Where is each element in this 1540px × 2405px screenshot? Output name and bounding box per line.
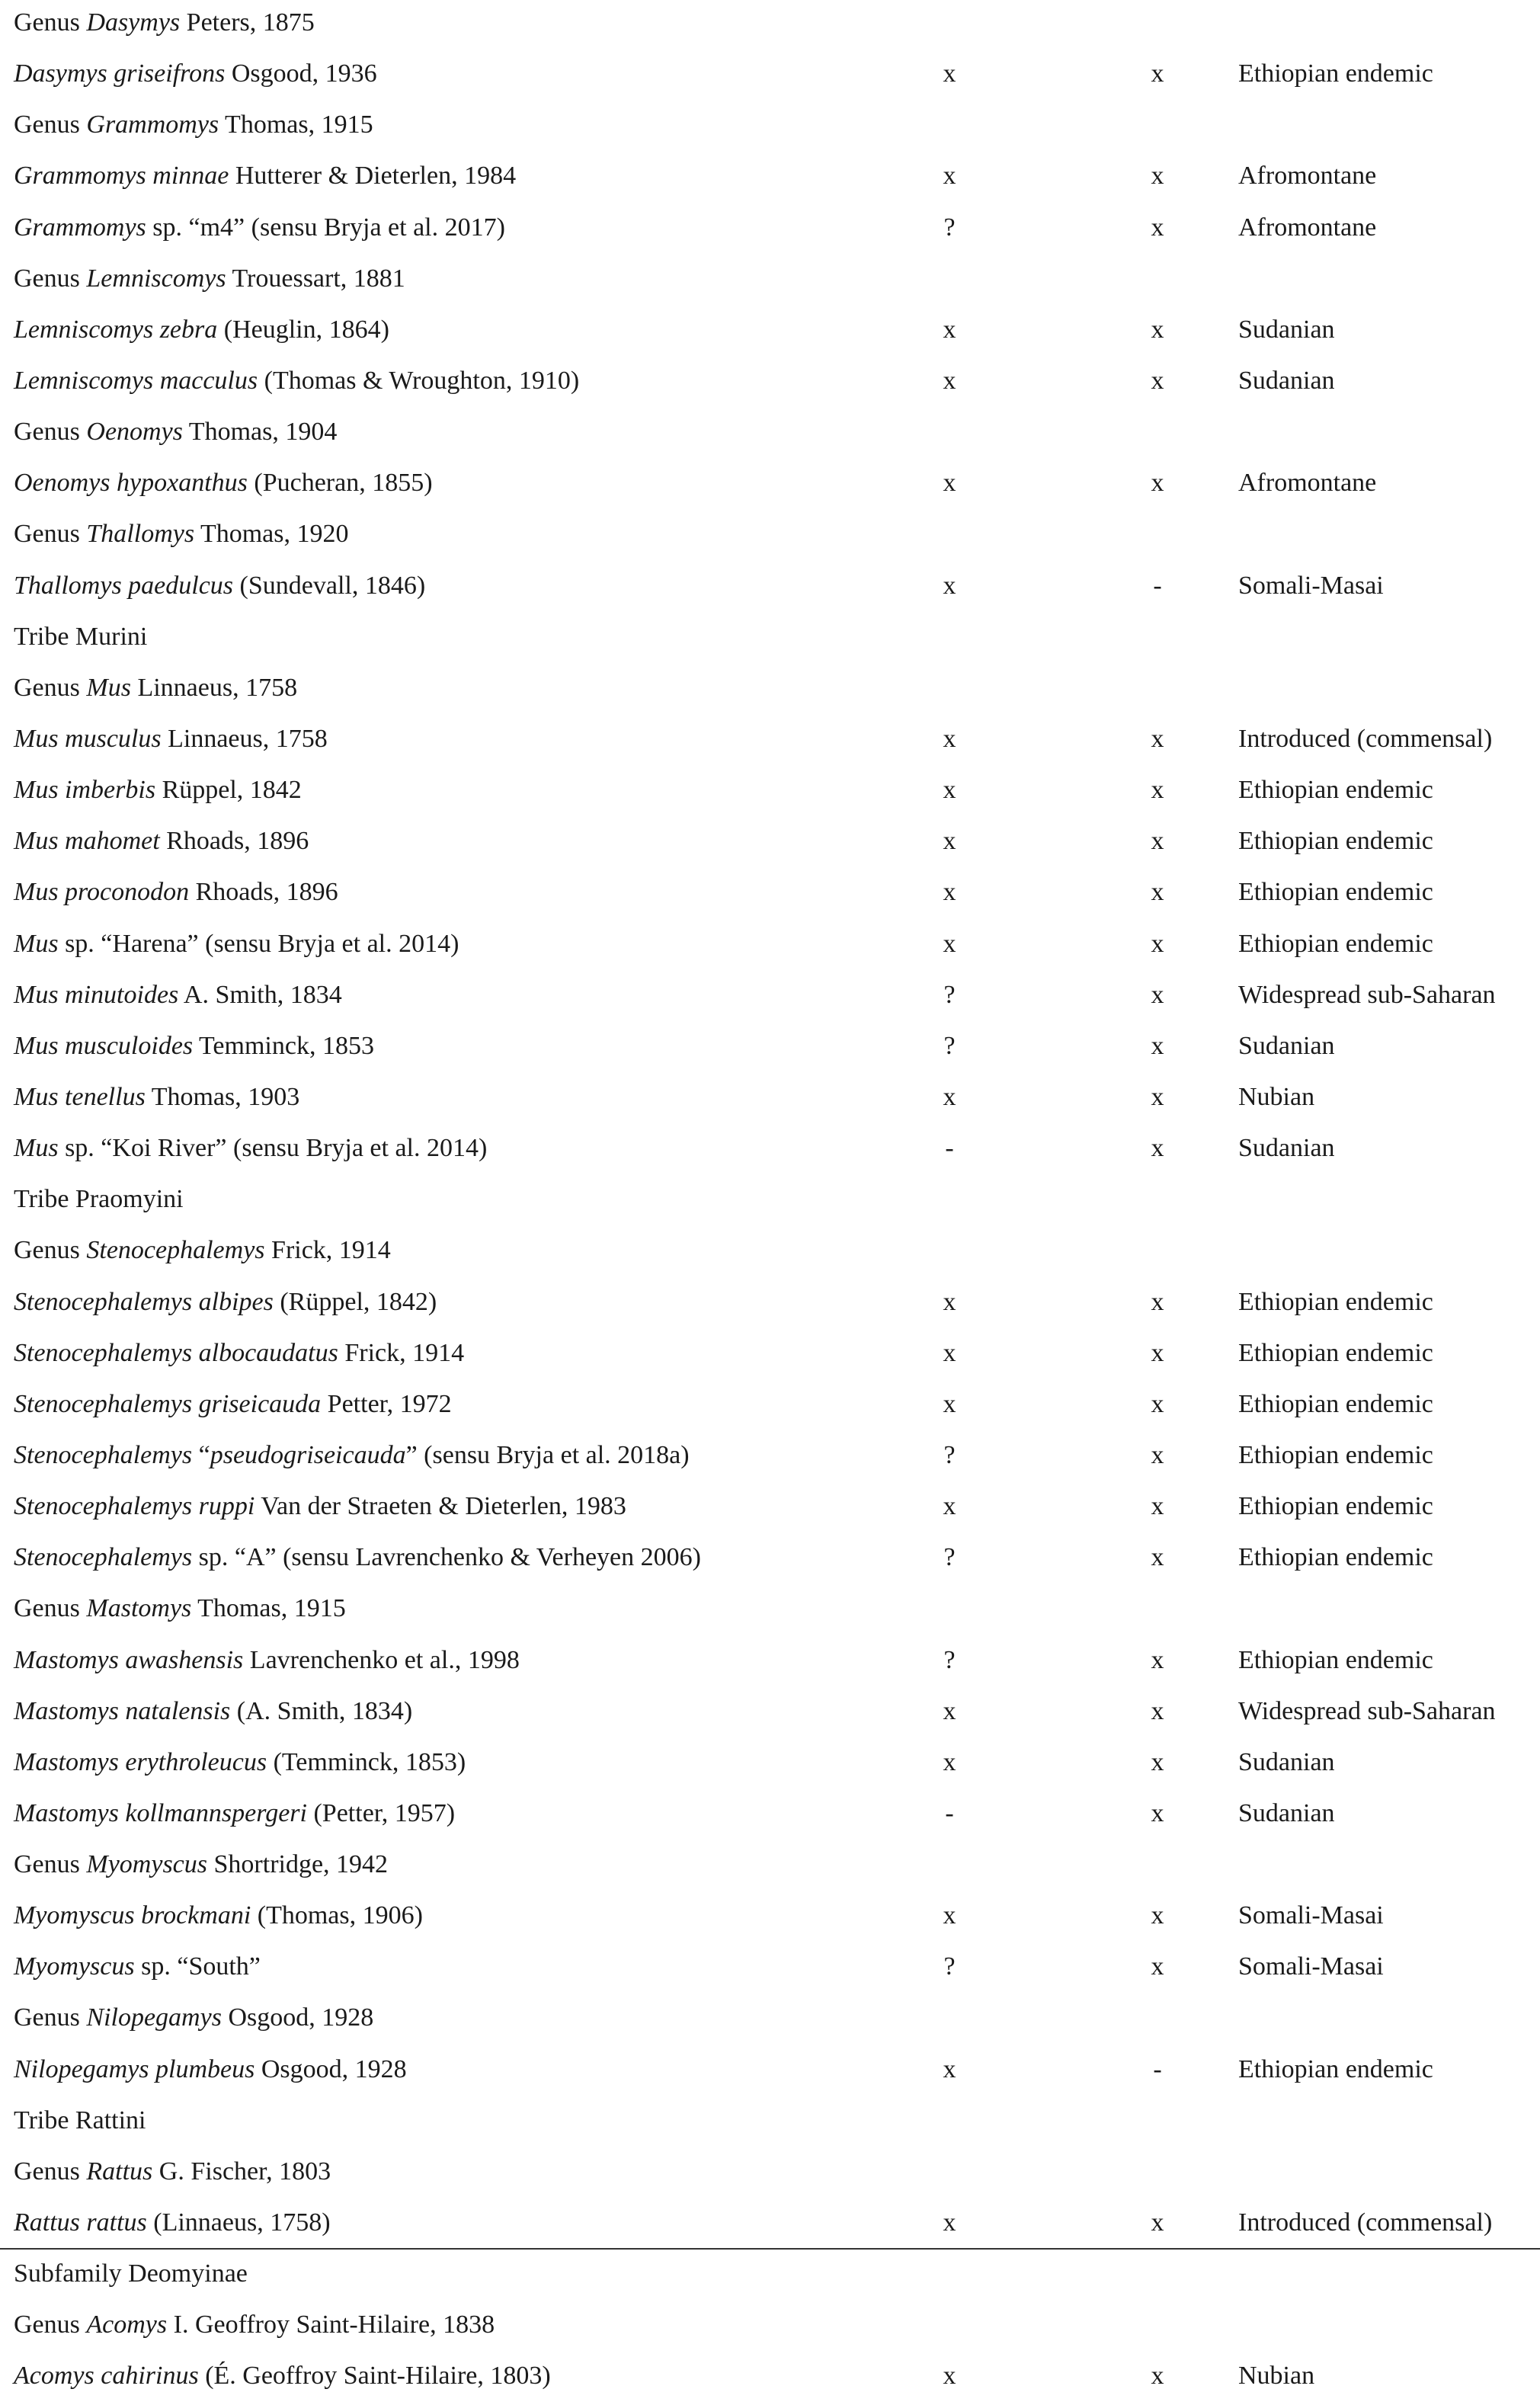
species-row — [0, 972, 1540, 1023]
distribution-type: Ethiopian endemic — [1238, 1440, 1433, 1469]
tribe-name — [14, 624, 147, 650]
species-name — [14, 777, 302, 803]
name-text: Peters, 1875 — [180, 8, 315, 37]
species-row — [0, 1074, 1540, 1126]
italic-taxon-text: Mus musculoides — [14, 1031, 194, 1060]
name-text: (Heuglin, 1864) — [217, 315, 389, 344]
genus-name — [14, 1596, 346, 1622]
species-name — [14, 368, 579, 394]
species-row — [0, 1535, 1540, 1586]
name-text: (Thomas, 1906) — [251, 1901, 423, 1930]
species-row — [0, 1740, 1540, 1791]
species-row — [0, 307, 1540, 358]
name-text: Genus — [14, 1236, 87, 1265]
species-name — [14, 317, 389, 343]
italic-taxon-text: Mus tenellus — [14, 1082, 146, 1111]
genus-name — [14, 2159, 331, 2185]
genus-name — [14, 1852, 388, 1878]
tribe-name — [14, 2108, 146, 2134]
italic-taxon-text: Acomys cahirinus — [14, 2362, 199, 2391]
species-row — [0, 1638, 1540, 1689]
presence-col-2: x — [1151, 1287, 1164, 1316]
presence-col-1: ? — [943, 1952, 956, 1981]
presence-col-2: x — [1151, 724, 1164, 753]
presence-col-2: x — [1151, 1696, 1164, 1725]
italic-taxon-text: Mus mahomet — [14, 827, 160, 856]
presence-col-1: x — [943, 1287, 956, 1316]
distribution-type: Sudanian — [1238, 366, 1335, 395]
distribution-type: Widespread sub-Saharan — [1238, 980, 1496, 1009]
name-text: Osgood, 1936 — [225, 59, 377, 88]
presence-col-1: x — [943, 469, 956, 498]
genus-row — [0, 2302, 1540, 2353]
presence-col-1: ? — [943, 980, 956, 1009]
species-row — [0, 2047, 1540, 2098]
presence-col-1: x — [943, 724, 956, 753]
species-row — [0, 460, 1540, 511]
name-text: Genus — [14, 1850, 87, 1879]
name-text: Genus — [14, 2311, 87, 2339]
genus-name — [14, 266, 405, 292]
name-text: sp. “Koi River” (sensu Bryja et al. 2014) — [58, 1134, 488, 1163]
presence-col-1: x — [943, 1082, 956, 1111]
species-row — [0, 869, 1540, 921]
tribe-row — [0, 2098, 1540, 2149]
italic-taxon-text: Mus — [86, 673, 131, 702]
presence-col-2: x — [1151, 315, 1164, 344]
italic-taxon-text: Nilopegamys — [86, 2003, 222, 2032]
species-row — [0, 1279, 1540, 1331]
name-text: Shortridge, 1942 — [207, 1850, 389, 1879]
name-text: Rüppel, 1842 — [155, 776, 302, 805]
presence-col-2: x — [1151, 366, 1164, 395]
presence-col-2: x — [1151, 1338, 1164, 1367]
italic-taxon-text: Lemniscomys zebra — [14, 315, 218, 344]
name-text: (Sundevall, 1846) — [233, 571, 426, 600]
name-text: (Rüppel, 1842) — [273, 1287, 437, 1316]
genus-name — [14, 419, 337, 445]
italic-taxon-text: Mus musculus — [14, 724, 162, 753]
species-name — [14, 1696, 413, 1725]
genus-name — [14, 2312, 495, 2338]
distribution-type: Nubian — [1238, 2362, 1315, 2391]
genus-row — [0, 1842, 1540, 1893]
species-name — [14, 163, 516, 189]
presence-col-2: x — [1151, 2362, 1164, 2391]
species-row — [0, 1484, 1540, 1535]
genus-row — [0, 1995, 1540, 2046]
name-text: Genus — [14, 264, 87, 293]
italic-taxon-text: Oenomys hypoxanthus — [14, 469, 248, 498]
name-text: Rhoads, 1896 — [159, 827, 309, 856]
presence-col-1: x — [943, 366, 956, 395]
italic-taxon-text: Thallomys — [86, 520, 195, 549]
presence-col-1: x — [943, 878, 956, 907]
italic-taxon-text: Lemniscomys macculus — [14, 366, 258, 395]
distribution-type: Sudanian — [1238, 1134, 1335, 1163]
italic-taxon-text: Grammomys minnae — [14, 162, 229, 191]
species-row — [0, 2353, 1540, 2404]
distribution-type: Sudanian — [1238, 1747, 1335, 1776]
italic-taxon-text: Mus proconodon — [14, 878, 190, 907]
name-text: sp. “Harena” (sensu Bryja et al. 2014) — [58, 929, 459, 958]
tribe-row — [0, 614, 1540, 665]
species-name — [14, 215, 505, 241]
presence-col-1: x — [943, 1901, 956, 1930]
presence-col-1: x — [943, 827, 956, 856]
species-row — [0, 563, 1540, 614]
name-text: Genus — [14, 8, 87, 37]
species-row — [0, 716, 1540, 767]
distribution-type: Ethiopian endemic — [1238, 1338, 1433, 1367]
italic-taxon-text: pseudogriseicauda — [210, 1440, 406, 1469]
species-name — [14, 573, 425, 599]
species-row — [0, 1023, 1540, 1074]
presence-col-2: x — [1151, 827, 1164, 856]
name-text: Thomas, 1904 — [182, 418, 338, 447]
italic-taxon-text: Mus minutoides — [14, 980, 179, 1009]
presence-col-1: x — [943, 1747, 956, 1776]
species-name — [14, 61, 377, 87]
distribution-type: Sudanian — [1238, 315, 1335, 344]
italic-taxon-text: Mus — [14, 929, 59, 958]
name-text: (A. Smith, 1834) — [230, 1696, 413, 1725]
species-row — [0, 1331, 1540, 1382]
italic-taxon-text: Oenomys — [86, 418, 183, 447]
distribution-type: Ethiopian endemic — [1238, 878, 1433, 907]
genus-name — [14, 521, 349, 547]
species-row — [0, 51, 1540, 102]
name-text: Tribe Praomyini — [14, 1185, 184, 1214]
name-text: G. Fischer, 1803 — [152, 2157, 331, 2186]
presence-col-2: x — [1151, 1645, 1164, 1674]
distribution-type: Ethiopian endemic — [1238, 1389, 1433, 1418]
species-name — [14, 982, 342, 1008]
species-name — [14, 1391, 452, 1417]
name-text: Linnaeus, 1758 — [130, 673, 298, 702]
italic-taxon-text: Rattus rattus — [14, 2208, 147, 2237]
italic-taxon-text: Nilopegamys plumbeus — [14, 2054, 255, 2083]
presence-col-1: ? — [943, 1543, 956, 1572]
presence-col-2: - — [1153, 2054, 1162, 2083]
name-text: Thomas, 1915 — [191, 1594, 346, 1623]
italic-taxon-text: Stenocephalemys — [86, 1236, 265, 1265]
name-text: Thomas, 1920 — [194, 520, 349, 549]
species-row — [0, 1382, 1540, 1433]
distribution-type: Afromontane — [1238, 213, 1377, 242]
presence-col-2: x — [1151, 1082, 1164, 1111]
tribe-name — [14, 1186, 184, 1212]
name-text: Frick, 1914 — [338, 1338, 465, 1367]
italic-taxon-text: Lemniscomys — [86, 264, 226, 293]
genus-row — [0, 102, 1540, 153]
name-text: Genus — [14, 418, 87, 447]
genus-row — [0, 0, 1540, 51]
distribution-type: Ethiopian endemic — [1238, 59, 1433, 88]
genus-row — [0, 2149, 1540, 2200]
italic-taxon-text: Mus — [14, 1134, 59, 1163]
name-text: Tribe Rattini — [14, 2106, 146, 2134]
presence-col-1: x — [943, 929, 956, 958]
italic-taxon-text: Myomyscus brockmani — [14, 1901, 251, 1930]
italic-taxon-text: Mastomys erythroleucus — [14, 1747, 267, 1776]
name-text: (Pucheran, 1855) — [247, 469, 433, 498]
presence-col-2: x — [1151, 162, 1164, 191]
name-text: Hutterer & Dieterlen, 1984 — [229, 162, 517, 191]
presence-col-2: x — [1151, 1031, 1164, 1060]
species-name — [14, 470, 433, 496]
presence-col-2: x — [1151, 1492, 1164, 1521]
distribution-type: Ethiopian endemic — [1238, 776, 1433, 805]
species-name — [14, 1545, 701, 1571]
name-text: Genus — [14, 2157, 87, 2186]
species-row — [0, 1689, 1540, 1740]
name-text: A. Smith, 1834 — [178, 980, 342, 1009]
presence-col-1: x — [943, 2362, 956, 2391]
name-text: Genus — [14, 2003, 87, 2032]
presence-col-2: x — [1151, 1747, 1164, 1776]
species-row — [0, 921, 1540, 972]
name-text: Temminck, 1853 — [193, 1031, 374, 1060]
italic-taxon-text: Stenocephalemys ruppi — [14, 1492, 255, 1521]
italic-taxon-text: Stenocephalemys albocaudatus — [14, 1338, 338, 1367]
italic-taxon-text: Mastomys awashensis — [14, 1645, 244, 1674]
genus-name — [14, 675, 297, 701]
species-row — [0, 1433, 1540, 1484]
species-name — [14, 879, 338, 905]
name-text: Tribe Murini — [14, 622, 148, 651]
presence-col-1: x — [943, 59, 956, 88]
distribution-type: Sudanian — [1238, 1031, 1335, 1060]
presence-col-2: x — [1151, 929, 1164, 958]
italic-taxon-text: Stenocephalemys — [14, 1543, 193, 1572]
name-text: “ — [192, 1440, 210, 1469]
name-text: Subfamily Deomyinae — [14, 2259, 248, 2288]
name-text: Petter, 1972 — [321, 1389, 452, 1418]
italic-taxon-text: Grammomys — [86, 110, 219, 139]
italic-taxon-text: Acomys — [86, 2311, 168, 2339]
species-row — [0, 1944, 1540, 1995]
species-name — [14, 1033, 374, 1059]
species-name — [14, 1798, 456, 1827]
species-name — [14, 1340, 464, 1366]
presence-col-1: x — [943, 571, 956, 600]
name-text: Thomas, 1903 — [145, 1082, 300, 1111]
italic-taxon-text: Stenocephalemys griseicauda — [14, 1389, 322, 1418]
presence-col-2: x — [1151, 213, 1164, 242]
presence-col-1: ? — [943, 1031, 956, 1060]
presence-col-2: x — [1151, 980, 1164, 1009]
genus-row — [0, 665, 1540, 716]
presence-col-2: x — [1151, 1901, 1164, 1930]
name-text: Trouessart, 1881 — [226, 264, 405, 293]
italic-taxon-text: Mastomys kollmannspergeri — [14, 1798, 307, 1827]
species-name — [14, 1135, 487, 1161]
name-text: Osgood, 1928 — [255, 2054, 407, 2083]
subfamily-row — [0, 2251, 1540, 2302]
species-name — [14, 2210, 331, 2236]
distribution-type: Ethiopian endemic — [1238, 929, 1433, 958]
species-row — [0, 1126, 1540, 1177]
genus-row — [0, 256, 1540, 307]
distribution-type: Nubian — [1238, 1082, 1315, 1111]
species-name — [14, 2363, 551, 2389]
name-text: (Petter, 1957) — [306, 1798, 456, 1827]
presence-col-2: x — [1151, 1952, 1164, 1981]
species-name — [14, 1084, 299, 1110]
species-row — [0, 205, 1540, 256]
distribution-type: Ethiopian endemic — [1238, 1543, 1433, 1572]
name-text: (Thomas & Wroughton, 1910) — [258, 366, 580, 395]
presence-col-2: x — [1151, 59, 1164, 88]
italic-taxon-text: Myomyscus — [86, 1850, 208, 1879]
italic-taxon-text: Dasymys griseifrons — [14, 59, 226, 88]
name-text: Thomas, 1915 — [219, 110, 373, 139]
presence-col-2: x — [1151, 469, 1164, 498]
presence-col-1: x — [943, 2208, 956, 2237]
italic-taxon-text: Mastomys — [86, 1594, 192, 1623]
species-name — [14, 1954, 261, 1980]
genus-row — [0, 409, 1540, 460]
distribution-type: Ethiopian endemic — [1238, 827, 1433, 856]
presence-col-1: x — [943, 315, 956, 344]
presence-col-2: x — [1151, 1543, 1164, 1572]
presence-col-1: ? — [943, 1440, 956, 1469]
name-text: Genus — [14, 673, 87, 702]
presence-col-1: x — [943, 1389, 956, 1418]
italic-taxon-text: Stenocephalemys — [14, 1440, 193, 1469]
subfamily-name — [14, 2261, 248, 2287]
presence-col-2: x — [1151, 2208, 1164, 2237]
distribution-type: Somali-Masai — [1238, 1901, 1384, 1930]
presence-col-1: x — [943, 1696, 956, 1725]
species-name — [14, 1903, 423, 1929]
species-name — [14, 828, 309, 854]
presence-col-2: x — [1151, 776, 1164, 805]
distribution-type: Widespread sub-Saharan — [1238, 1696, 1496, 1725]
presence-col-2: x — [1151, 1440, 1164, 1469]
italic-taxon-text: Dasymys — [86, 8, 181, 37]
distribution-type: Afromontane — [1238, 469, 1377, 498]
italic-taxon-text: Myomyscus — [14, 1952, 135, 1981]
tribe-row — [0, 1177, 1540, 1228]
species-row — [0, 1893, 1540, 1944]
name-text: Genus — [14, 110, 87, 139]
italic-taxon-text: Stenocephalemys albipes — [14, 1287, 274, 1316]
italic-taxon-text: Grammomys — [14, 213, 146, 242]
distribution-type: Afromontane — [1238, 162, 1377, 191]
presence-col-1: x — [943, 1338, 956, 1367]
presence-col-1: x — [943, 2054, 956, 2083]
name-text: sp. “m4” (sensu Bryja et al. 2017) — [146, 213, 505, 242]
presence-col-2: x — [1151, 1134, 1164, 1163]
distribution-type: Ethiopian endemic — [1238, 1645, 1433, 1674]
species-name — [14, 1289, 437, 1315]
italic-taxon-text: Rattus — [86, 2157, 153, 2186]
name-text: (Temminck, 1853) — [267, 1747, 466, 1776]
presence-col-2: x — [1151, 878, 1164, 907]
species-name — [14, 2054, 407, 2083]
species-name — [14, 1494, 626, 1520]
name-text: (É. Geoffroy Saint-Hilaire, 1803) — [198, 2362, 551, 2391]
species-row — [0, 767, 1540, 818]
name-text: ” (sensu Bryja et al. 2018a) — [405, 1440, 690, 1469]
name-text: sp. “A” (sensu Lavrenchenko & Verheyen 2006) — [192, 1543, 701, 1572]
presence-col-1: x — [943, 1492, 956, 1521]
distribution-type: Ethiopian endemic — [1238, 2054, 1433, 2083]
name-text: Osgood, 1928 — [221, 2003, 374, 2032]
distribution-type: Somali-Masai — [1238, 1952, 1384, 1981]
species-name — [14, 1645, 520, 1674]
italic-taxon-text: Mus imberbis — [14, 776, 156, 805]
name-text: Rhoads, 1896 — [189, 878, 338, 907]
species-name — [14, 726, 328, 752]
name-text: Lavrenchenko et al., 1998 — [243, 1645, 520, 1674]
italic-taxon-text: Mastomys natalensis — [14, 1696, 231, 1725]
presence-col-1: ? — [943, 1645, 956, 1674]
species-name — [14, 931, 459, 957]
presence-col-1: - — [945, 1134, 954, 1163]
distribution-type: Somali-Masai — [1238, 571, 1384, 600]
presence-col-2: x — [1151, 1389, 1164, 1418]
presence-col-2: x — [1151, 1798, 1164, 1827]
presence-col-1: x — [943, 776, 956, 805]
presence-col-1: ? — [943, 213, 956, 242]
name-text: Van der Straeten & Dieterlen, 1983 — [255, 1492, 626, 1521]
presence-col-1: x — [943, 162, 956, 191]
italic-taxon-text: Thallomys paedulcus — [14, 571, 234, 600]
genus-name — [14, 112, 373, 138]
name-text: Frick, 1914 — [264, 1236, 391, 1265]
distribution-type: Ethiopian endemic — [1238, 1287, 1433, 1316]
species-row — [0, 358, 1540, 409]
genus-name — [14, 1238, 391, 1263]
name-text: Linnaeus, 1758 — [161, 724, 328, 753]
genus-row — [0, 1586, 1540, 1637]
genus-row — [0, 511, 1540, 562]
species-row — [0, 818, 1540, 869]
genus-row — [0, 1228, 1540, 1279]
name-text: Genus — [14, 520, 87, 549]
distribution-type: Introduced (commensal) — [1238, 2208, 1493, 2237]
genus-name — [14, 2005, 373, 2031]
species-row — [0, 153, 1540, 204]
presence-col-2: - — [1153, 571, 1162, 600]
distribution-type: Introduced (commensal) — [1238, 724, 1493, 753]
distribution-type: Ethiopian endemic — [1238, 1492, 1433, 1521]
distribution-type: Sudanian — [1238, 1798, 1335, 1827]
genus-name — [14, 10, 315, 36]
species-row — [0, 2200, 1540, 2251]
name-text: Genus — [14, 1594, 87, 1623]
presence-col-1: - — [945, 1798, 954, 1827]
name-text: (Linnaeus, 1758) — [146, 2208, 331, 2237]
species-name — [14, 1747, 466, 1776]
species-name — [14, 1440, 690, 1469]
section-divider — [0, 2248, 1540, 2250]
name-text: sp. “South” — [134, 1952, 261, 1981]
species-row — [0, 1791, 1540, 1842]
name-text: I. Geoffroy Saint-Hilaire, 1838 — [167, 2311, 495, 2339]
